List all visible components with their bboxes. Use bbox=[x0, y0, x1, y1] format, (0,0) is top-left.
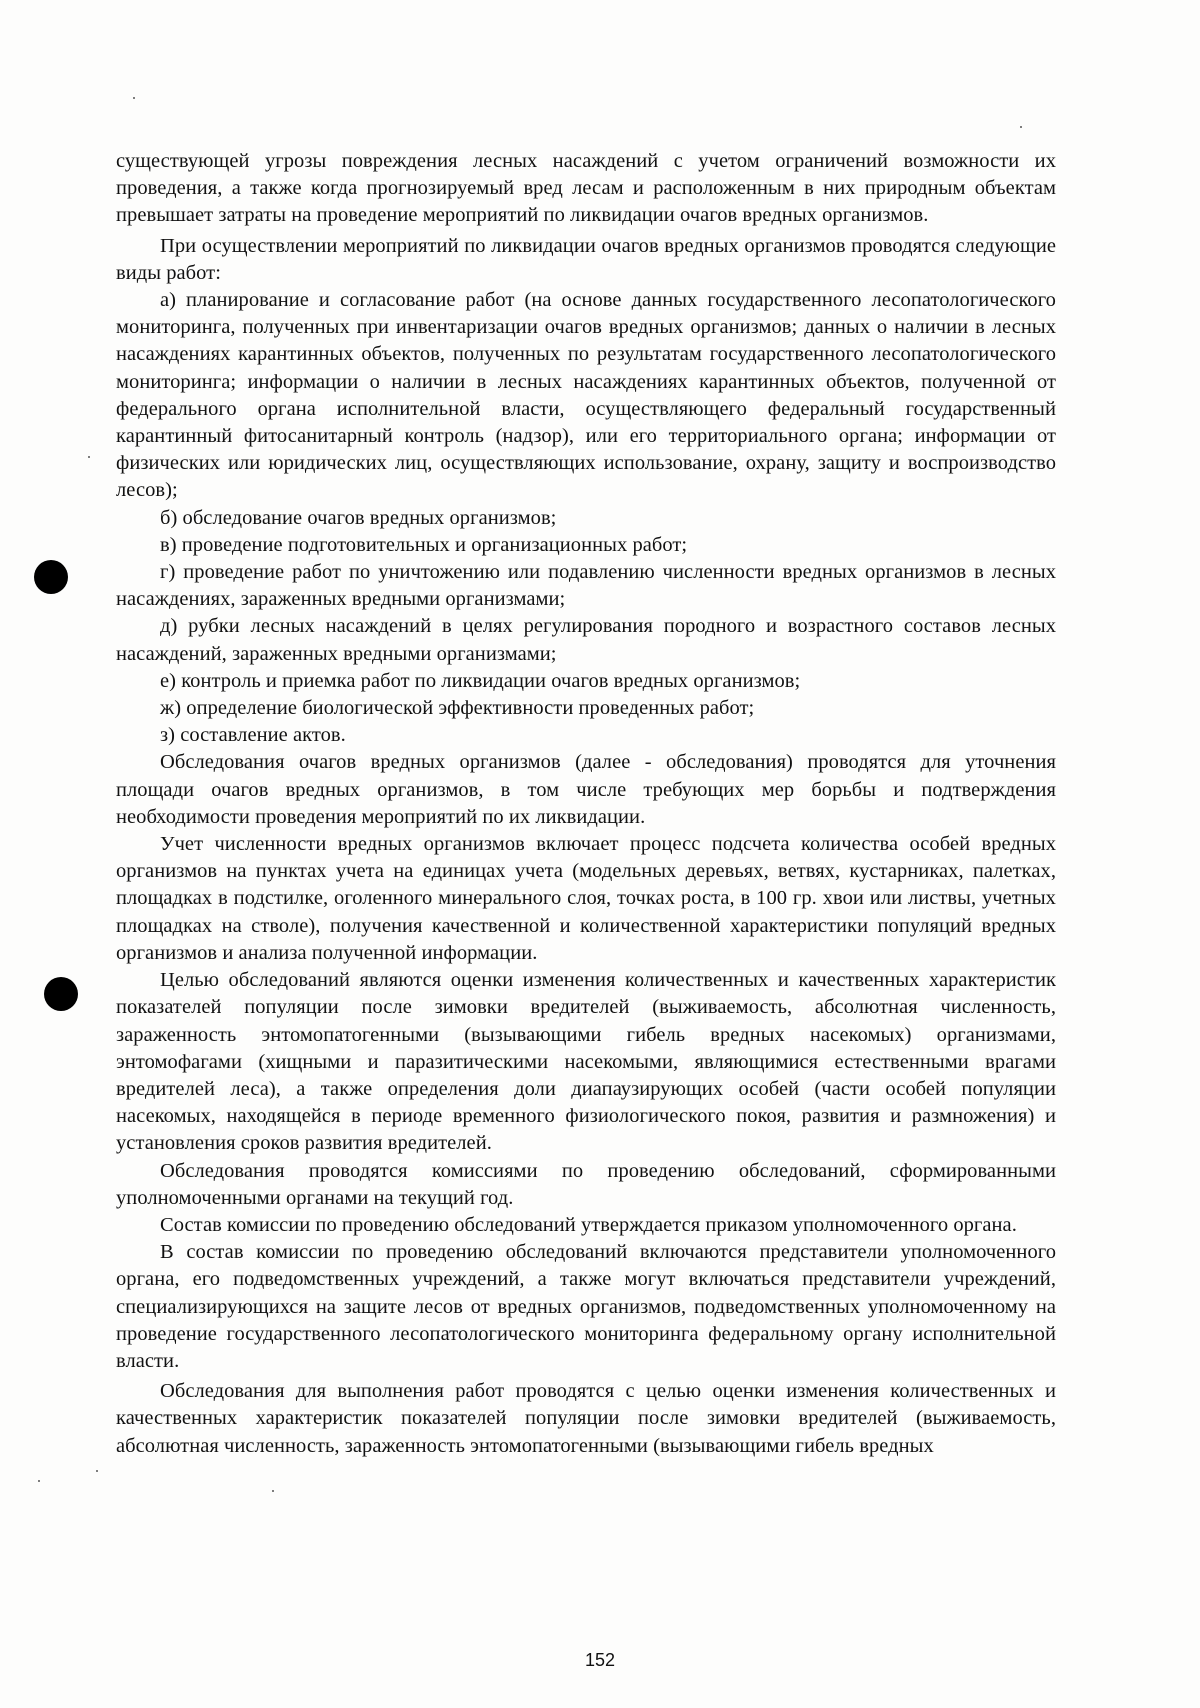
list-item-e: е) контроль и приемка работ по ликвидации очагов вредных организмов; bbox=[160, 669, 801, 692]
scan-speck bbox=[38, 1480, 40, 1482]
list-item-a: а) планирование и согласование работ (на основе данных государственного лесопатологического мониторинга, полученных при инвентаризации очагов вредных организмов; данных о наличии в лесных насаждениях карантинных объектов, полученных по результатам государственного лесопатологического мониторинга; информации о наличии в лесных насаждениях карантинных объектов, полученной от федерального органа исполнительной власти, осуществляющего федеральный государственный карантинный фитосанитарный контроль (надзор), или его территориального органа; информации от физических или юридических лиц, осуществляющих использование, охрану, защиту и воспроизводство лесов); bbox=[116, 289, 1056, 502]
paragraph-commissions: Обследования проводятся комиссиями по проведению обследований, сформированными уполномоченными органами на текущий год. bbox=[116, 1159, 1056, 1209]
scan-speck bbox=[272, 1490, 274, 1492]
binder-hole-bottom bbox=[44, 977, 78, 1011]
paragraph-work-surveys: Обследования для выполнения работ проводятся с целью оценки изменения количественных и качественных характеристик показателей популяции после зимовки вредителей (выживаемость, абсолютная численность, зараженность энтомопатогенными (вызывающими гибель вредных bbox=[116, 1380, 1056, 1457]
list-item-v: в) проведение подготовительных и организационных работ; bbox=[160, 533, 688, 556]
binder-hole-top bbox=[34, 560, 68, 594]
paragraph-surveys-purpose: Обследования очагов вредных организмов (далее - обследования) проводятся для уточнения площади очагов вредных организмов, в том числе требующих мер борьбы и подтверждения необходимости проведения мероприятий по их ликвидации. bbox=[116, 751, 1056, 828]
paragraph-commission-approval: Состав комиссии по проведению обследований утверждается приказом уполномоченного органа. bbox=[160, 1213, 1017, 1236]
list-item-g: г) проведение работ по уничтожению или подавлению численности вредных организмов в лесных насаждениях, зараженных вредными организмами; bbox=[116, 561, 1056, 611]
paragraph-commission-members: В состав комиссии по проведению обследований включаются представители уполномоченного органа, его подведомственных учреждений, а также могут включаться представители учреждений, специализирующихся на защите лесов от вредных организмов, подведомственных уполномоченному на проведение государственного лесопатологического мониторинга федеральному органу исполнительной власти. bbox=[116, 1241, 1056, 1372]
paragraph-survey-goals: Целью обследований являются оценки изменения количественных и качественных характеристик показателей популяции после зимовки вредителей (выживаемость, абсолютная численность, зараженность энтомопатогенными (вызывающими гибель вредных насекомых) организмами, энтомофагами (хищными и паразитическими насекомыми, являющимися естественными врагами вредителей леса), а также определения доли диапаузирующих особей (части особей популяции насекомых, находящейся в периоде временного физиологического покоя, развития и размножения) и установления сроков развития вредителей. bbox=[116, 969, 1056, 1155]
scan-speck bbox=[1020, 126, 1022, 128]
scan-speck bbox=[96, 1470, 98, 1472]
body-text bbox=[116, 148, 1056, 1460]
list-item-b: б) обследование очагов вредных организмов; bbox=[160, 506, 557, 529]
scan-speck bbox=[88, 456, 90, 458]
paragraph-population-count: Учет численности вредных организмов включает процесс подсчета количества особей вредных организмов на пунктах учета на единицах учета (модельных деревьях, ветвях, кустарниках, палетках, площадках в подстилке, оголенного минерального слоя, точках роста, в 100 гр. хвои или листвы, учетных площадках на стволе), получения качественной и количественной характеристики популяций вредных организмов и анализа полученной информации. bbox=[116, 833, 1056, 964]
scan-speck bbox=[133, 97, 135, 99]
list-item-zh: ж) определение биологической эффективности проведенных работ; bbox=[160, 697, 755, 720]
paragraph-continuation: существующей угрозы повреждения лесных насаждений с учетом ограничений возможности их проведения, а также когда прогнозируемый вред лесам и расположенным в них природным объектам превышает затраты на проведение мероприятий по ликвидации очагов вредных организмов. bbox=[116, 150, 1056, 227]
list-item-d: д) рубки лесных насаждений в целях регулирования породного и возрастного составов лесных насаждений, зараженных вредными организмами; bbox=[116, 615, 1056, 665]
paragraph-work-types-intro: При осуществлении мероприятий по ликвидации очагов вредных организмов проводятся следующие виды работ: bbox=[116, 234, 1056, 284]
list-item-z: з) составление актов. bbox=[160, 724, 346, 747]
page-number: 152 bbox=[584, 1650, 616, 1670]
